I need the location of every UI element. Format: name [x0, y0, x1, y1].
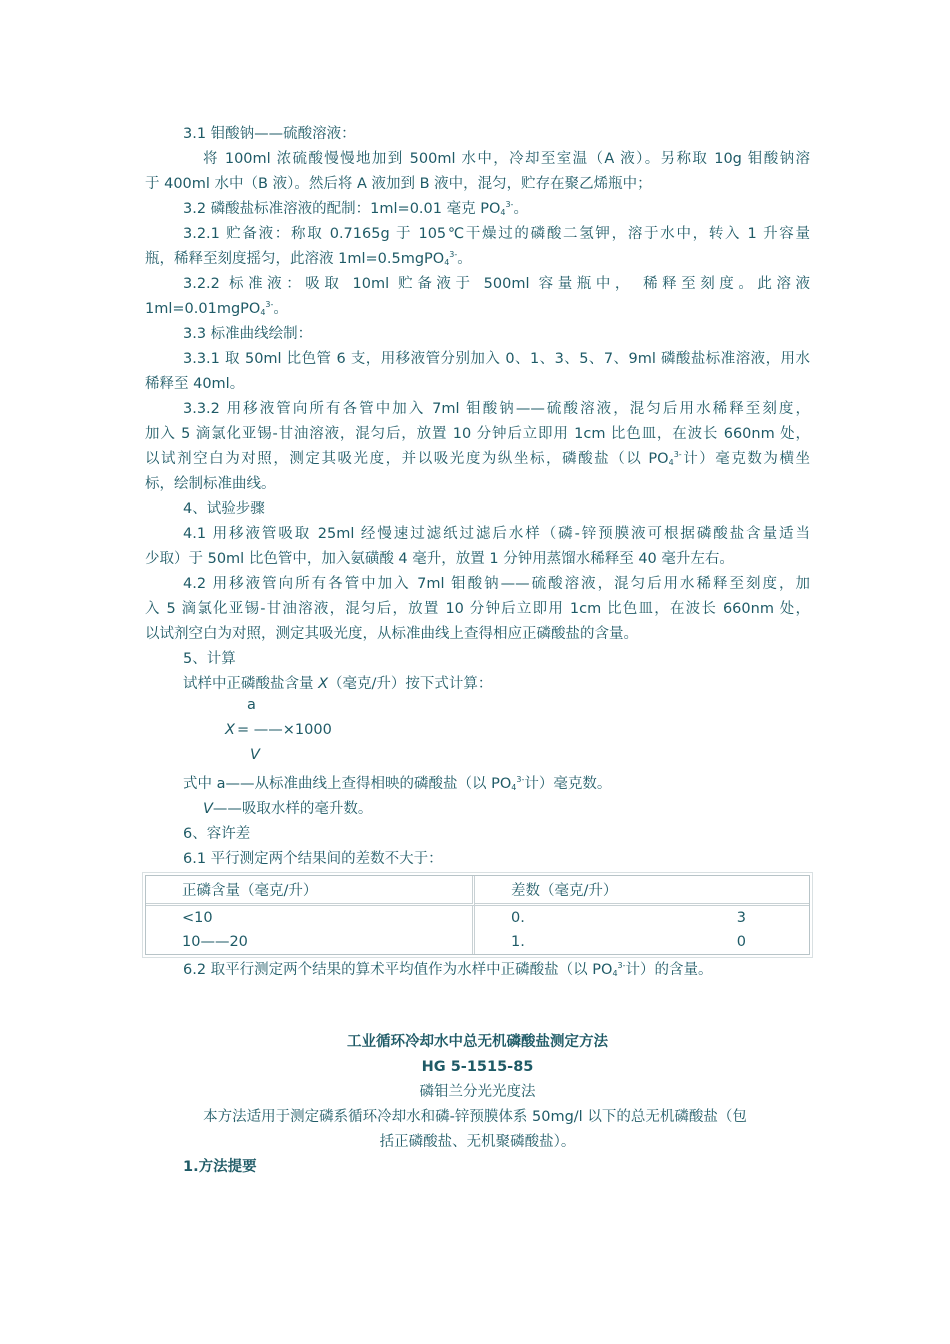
- section-3-2-2-line1: 3.2.2 标准液：吸取 10ml 贮备液于 500ml 容量瓶中， 稀释至刻度。此溶液: [183, 276, 810, 292]
- tolerance-table: [145, 875, 810, 955]
- where-a: 式中 a——从标准曲线上查得相映的磷酸盐（以 $PO_4^{3-}$计）毫克数。: [183, 775, 612, 792]
- document-page: [145, 122, 810, 1180]
- section-3-2-2-line2: 1ml=0.01mgPO$_4^{3-}$。: [145, 300, 288, 317]
- formula: [145, 697, 810, 772]
- section-3-3-2-line2: 加入 5 滴氯化亚锡-甘油溶液，混匀后，放置 10 分钟后立即用 1cm 比色皿，在波长 660nm 处，: [145, 426, 810, 442]
- section-6-heading: 6、容许差: [183, 826, 251, 842]
- table-cell-difference: 1. 0: [511, 934, 746, 950]
- section-4-1-line1: 4.1 用移液管吸取 25ml 经慢速过滤纸过滤后水样（磷-锌预膜液可根据磷酸盐含量适当: [183, 526, 810, 542]
- section-4-1-line2: 少取）于 50ml 比色管中，加入氨磺酸 4 毫升，放置 1 分钟用蒸馏水稀释至 40 毫升左右。: [145, 551, 734, 567]
- section-4-2-line2: 入 5 滴氯化亚锡-甘油溶液，混匀后，放置 10 分钟后立即用 1cm 比色皿，在波长 660nm 处，: [145, 601, 810, 617]
- table-row: [146, 930, 809, 954]
- scope-line2: 括正磷酸盐、无机聚磷酸盐）。: [379, 1134, 576, 1150]
- section-3-2: 3.2 磷酸盐标准溶液的配制：1ml=0.01 毫克 $PO_4^{3-}$。: [183, 200, 528, 217]
- section-3-3-1-line2: 稀释至 40ml。: [145, 376, 245, 392]
- formula-x: X: [225, 722, 235, 738]
- table-header-row: [146, 876, 809, 906]
- section-3-3-2-line1: 3.3.2 用移液管向所有各管中加入 7ml 钼酸钠——硫酸溶液，混匀后用水稀释至刻度，: [183, 401, 810, 417]
- table-header-difference: 差数（毫克/升）: [475, 876, 809, 906]
- section-3-3-2-line3: 以试剂空白为对照，测定其吸光度，并以吸光度为纵坐标，磷酸盐（以 $PO_4^{3-}$计）毫克数为横坐: [145, 450, 811, 467]
- table-row: [146, 906, 809, 930]
- formula-equation: = ——×1000: [237, 722, 332, 738]
- section-3-1-body-line2: 于 400ml 水中（B 液）。然后将 A 液加到 B 液中，混匀，贮存在聚乙烯瓶中；: [145, 176, 652, 192]
- where-v: V——吸取水样的毫升数。: [203, 801, 373, 817]
- doc-code: HG 5-1515-85: [421, 1059, 534, 1075]
- section-6-1: 6.1 平行测定两个结果间的差数不大于：: [183, 851, 443, 867]
- table-header-content: 正磷含量（毫克/升）: [146, 876, 475, 906]
- section-3-3-2-line4: 标，绘制标准曲线。: [145, 476, 276, 492]
- section-5-intro: 试样中正磷酸盐含量 X（毫克/升）按下式计算：: [183, 676, 493, 692]
- scope-line1: 本方法适用于测定磷系循环冷却水和磷-锌预膜体系 50mg/l 以下的总无机磷酸盐（包: [203, 1109, 747, 1125]
- section-4-2-line1: 4.2 用移液管向所有各管中加入 7ml 钼酸钠——硫酸溶液，混匀后用水稀释至刻度，加: [183, 576, 810, 592]
- doc-title: 工业循环冷却水中总无机磷酸盐测定方法: [347, 1034, 608, 1050]
- formula-numerator: a: [247, 697, 256, 713]
- section-3-2-1-line1: 3.2.1 贮备液：称取 0.7165g 于 105℃干燥过的磷酸二氢钾，溶于水中，转入 1 升容量: [183, 226, 810, 242]
- section-5-heading: 5、计算: [183, 651, 236, 667]
- section-4-heading: 4、试验步骤: [183, 501, 265, 517]
- section-1-heading: 1.方法提要: [183, 1159, 257, 1175]
- section-3-1-title: 3.1 钼酸钠——硫酸溶液：: [183, 126, 356, 142]
- table-cell-difference: 0. 3: [511, 910, 746, 926]
- section-3-1-body-line1: 将 100ml 浓硫酸慢慢地加到 500ml 水中，冷却至室温（A 液）。另称取 10g 钼酸钠溶: [203, 151, 810, 167]
- table-cell-content: <10: [146, 906, 475, 930]
- table-cell-content: 10——20: [146, 930, 475, 954]
- formula-denominator: V: [250, 747, 260, 763]
- section-3-3-1-line1: 3.3.1 取 50ml 比色管 6 支，用移液管分别加入 0、1、3、5、7、9ml 磷酸盐标准溶液，用水: [183, 351, 810, 367]
- section-4-2-line3: 以试剂空白为对照，测定其吸光度，从标准曲线上查得相应正磷酸盐的含量。: [145, 626, 638, 642]
- section-3-2-1-line2: 瓶，稀释至刻度摇匀，此溶液 1ml=0.5mgPO$_4^{3-}$。: [145, 250, 472, 267]
- section-3-3: 3.3 标准曲线绘制：: [183, 326, 313, 342]
- doc-method: 磷钼兰分光光度法: [419, 1084, 536, 1100]
- section-6-2: 6.2 取平行测定两个结果的算术平均值作为水样中正磷酸盐（以 $PO_4^{3-}$计）的含量。: [183, 961, 713, 978]
